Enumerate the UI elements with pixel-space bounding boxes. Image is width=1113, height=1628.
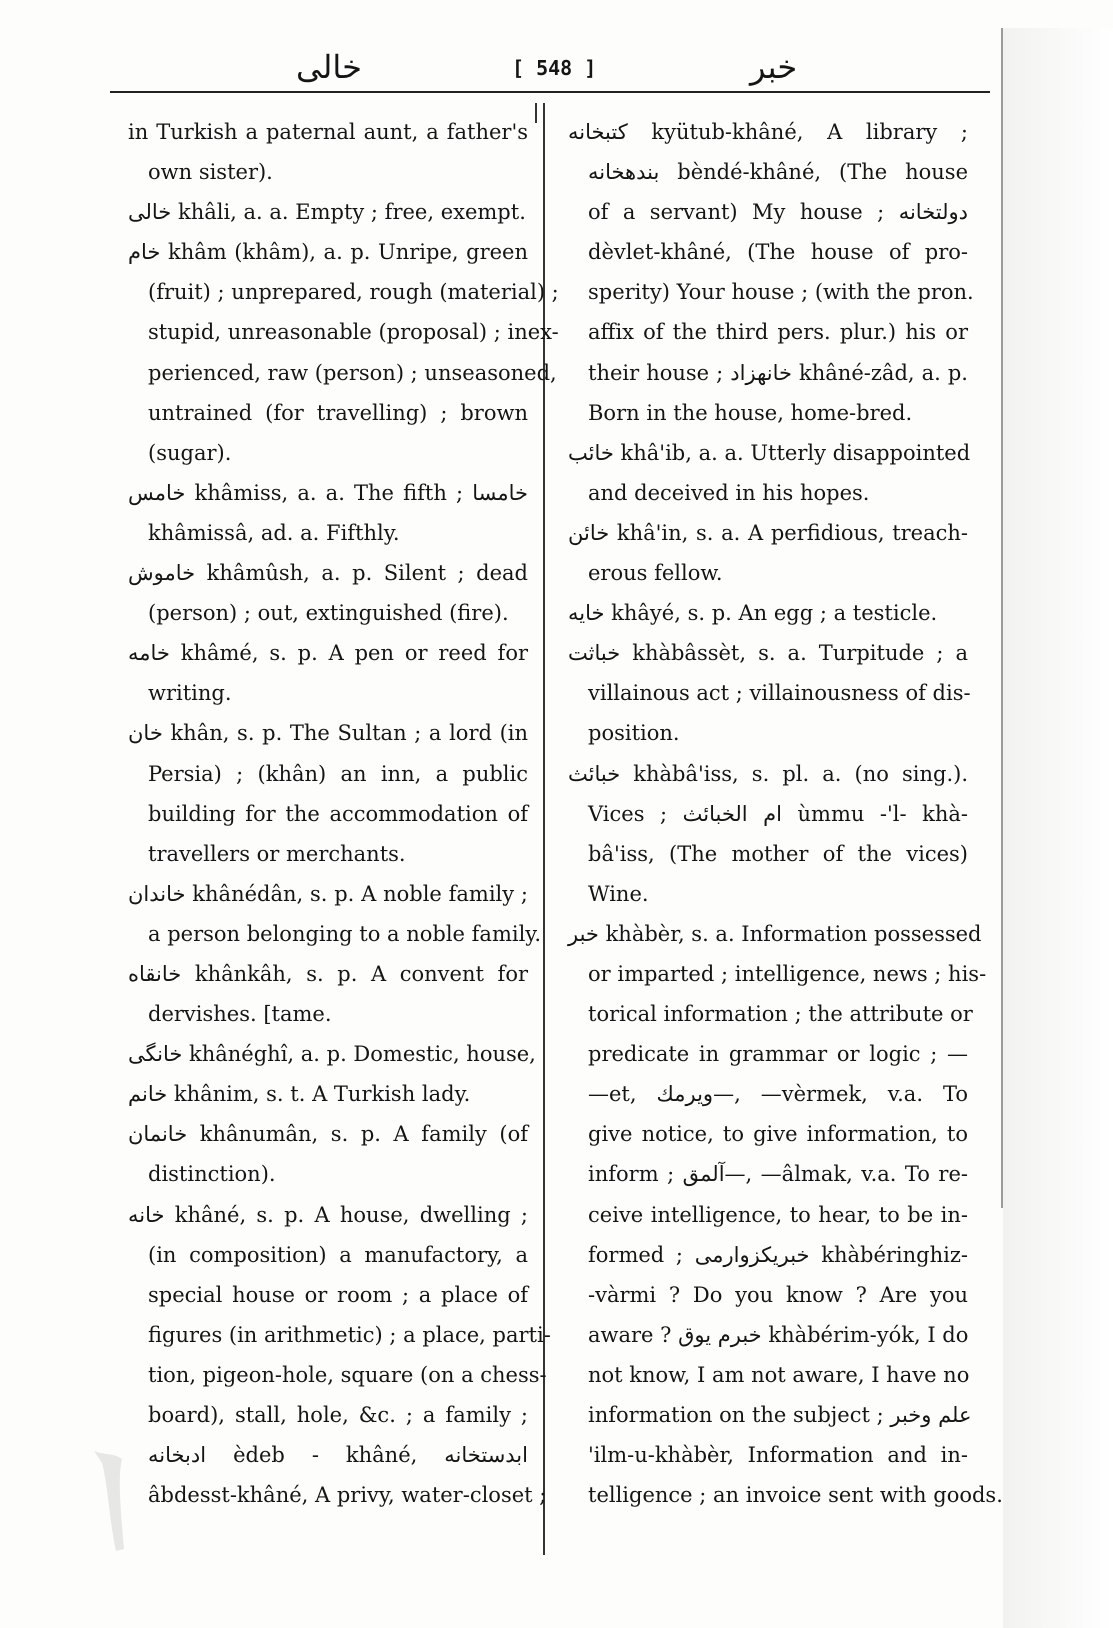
entry-line: aware ? خبرم يوق khàbérim-yók, I do [588,1322,969,1347]
entry-line: Born in the house, home-bred. [588,400,913,425]
entry-line: untrained (for travelling) ; brown [148,400,528,425]
entry-line: (sugar). [148,440,232,465]
entry-line: (in composition) a manufactory, a [148,1242,528,1267]
entry-line: figures (in arithmetic) ; a place, parti- [148,1322,551,1347]
dictionary-entry [568,112,974,433]
dictionary-entry [128,874,542,954]
entry-line: 'ilm-u-khàbèr, Information and in- [588,1443,968,1468]
entry-line: affix of the third pers. plur.) his or [588,320,968,345]
entry-line: خانگى khânéghî, a. p. Domestic, house, [128,1042,536,1067]
page-edge-shadow [1003,28,1113,1628]
entry-line: and deceived in his hopes. [588,480,870,505]
dictionary-entry [128,1034,536,1074]
entry-line: خبر khàbèr, s. a. Information possessed [568,921,982,946]
entry-line: خان khân, s. p. The Sultan ; a lord (in [128,721,528,746]
entry-line: خامه khâmé, s. p. A pen or reed for [128,641,528,666]
dictionary-entry [128,473,528,553]
entry-line: in Turkish a paternal aunt, a father's [128,120,528,144]
left-column [128,112,559,1515]
entry-line: خايه khâyé, s. p. An egg ; a testicle. [568,601,938,626]
entry-line: tion, pigeon-hole, square (on a chess- [148,1362,547,1387]
entry-line: خانم khânim, s. t. A Turkish lady. [128,1082,471,1107]
dictionary-entry [128,232,559,473]
entry-line: writing. [148,681,232,706]
entry-line: or imparted ; intelligence, news ; his- [588,961,987,986]
entry-line: dèvlet-khâné, (The house of pro- [588,240,968,265]
entry-line: sperity) Your house ; (with the pron. [588,280,974,305]
entry-line: كتبخانه kyütub-khâné, A library ; [568,120,968,144]
column-divider-tick [535,103,537,123]
page-number: [ 548 ] [512,56,597,80]
dictionary-entry [128,1114,528,1194]
entry-line: خانقاه khânkâh, s. p. A convent for [128,961,528,986]
entry-line: information on the subject ; علم وخبر [588,1403,972,1427]
margin-smudge [90,1445,130,1555]
dictionary-entry [568,754,968,914]
dictionary-entry [128,713,528,873]
dictionary-entry [128,112,528,192]
entry-line: خامس khâmiss, a. a. The fifth ; خامسا [128,480,528,505]
entry-line: -vàrmi ? Do you know ? Are you [588,1282,968,1307]
entry-line: own sister). [148,160,273,185]
dictionary-entry [128,192,528,232]
dictionary-entry [568,593,968,633]
entry-line: travellers or merchants. [148,841,406,866]
entry-line: give notice, to give information, to [588,1122,968,1147]
left-running-headword: خالى [296,48,362,86]
dictionary-entry [128,553,528,633]
entry-line: خانه khâné, s. p. A house, dwelling ; [128,1202,528,1227]
entry-line: special house or room ; a place of [148,1282,528,1307]
entry-line: خالى khâli, a. a. Empty ; free, exempt. [128,200,526,225]
entry-line: خاموش khâmûsh, a. p. Silent ; dead [128,561,528,586]
dictionary-entry [568,513,968,593]
dictionary-entry [128,954,528,1034]
entry-line: formed ; خبريكزوارمى khàbéringhiz- [588,1242,968,1267]
entry-line: خام khâm (khâm), a. p. Unripe, green [128,240,528,265]
entry-line: of a servant) My house ; دولتخانه [588,200,968,225]
entry-line: board), stall, hole, &c. ; a family ; [148,1403,528,1427]
header-rule [110,91,990,93]
entry-line: —et, ويرمك—, —vèrmek, v.a. To [588,1082,968,1107]
entry-line: Persia) ; (khân) an inn, a public [148,761,528,786]
dictionary-entry [568,433,971,513]
entry-line: stupid, unreasonable (proposal) ; inex- [148,320,559,345]
entry-line: khâmissâ, ad. a. Fifthly. [148,520,400,545]
entry-line: خانمان khânumân, s. p. A family (of [128,1122,528,1147]
entry-line: خاندان khânédân, s. p. A noble family ; [128,881,528,906]
entry-line: خباثت khàbâssèt, s. a. Turpitude ; a [568,641,968,666]
entry-line: خائب khâ'ib, a. a. Utterly disappointed [568,440,971,465]
entry-line: bâ'iss, (The mother of the vices) [588,841,968,866]
entry-line: predicate in grammar or logic ; — [588,1042,968,1067]
entry-line: erous fellow. [588,561,723,586]
entry-line: not know, I am not aware, I have no [588,1362,970,1387]
entry-line: a person belonging to a noble family. [148,921,542,946]
entry-line: perienced, raw (person) ; unseasoned, [148,360,557,385]
running-header [110,48,990,90]
entry-line: torical information ; the attribute or [588,1002,973,1027]
dictionary-entry [128,1195,551,1516]
right-column [568,112,1003,1515]
entry-line: inform ; آلمق—, —âlmak, v.a. To re- [588,1162,968,1187]
entry-line: position. [588,721,680,746]
dictionary-entry [568,633,971,753]
entry-line: ceive intelligence, to hear, to be in- [588,1202,968,1227]
entry-line: خائن khâ'in, s. a. A perfidious, treach- [568,520,968,545]
entry-line: building for the accommodation of [148,801,528,826]
entry-line: telligence ; an invoice sent with goods. [588,1483,1003,1508]
entry-line: خبائث khàbâ'iss, s. pl. a. (no sing.). [568,761,968,786]
dictionary-entry [128,633,528,713]
dictionary-entry [128,1074,528,1114]
entry-line: dervishes. [tame. [148,1002,332,1027]
entry-line: (fruit) ; unprepared, rough (material) ; [148,280,559,305]
page-edge-line [1001,28,1003,1208]
entry-line: بندهخانه bèndé-khâné, (The house [588,160,968,185]
dictionary-entry [568,914,1003,1515]
right-running-headword: خبر [750,48,798,86]
entry-line: their house ; خانهزاد khâné-zâd, a. p. [588,360,968,385]
entry-line: Wine. [588,881,649,906]
entry-line: (person) ; out, extinguished (fire). [148,601,509,626]
entry-line: villainous act ; villainousness of dis- [588,681,971,706]
entry-line: ادبخانه èdeb - khâné, ابدستخانه [148,1443,528,1468]
entry-line: âbdesst-khâné, A privy, water-closet ; [148,1483,547,1508]
entry-line: distinction). [148,1162,276,1187]
entry-line: Vices ; ام الخبائث ùmmu -'l- khà- [588,801,968,826]
